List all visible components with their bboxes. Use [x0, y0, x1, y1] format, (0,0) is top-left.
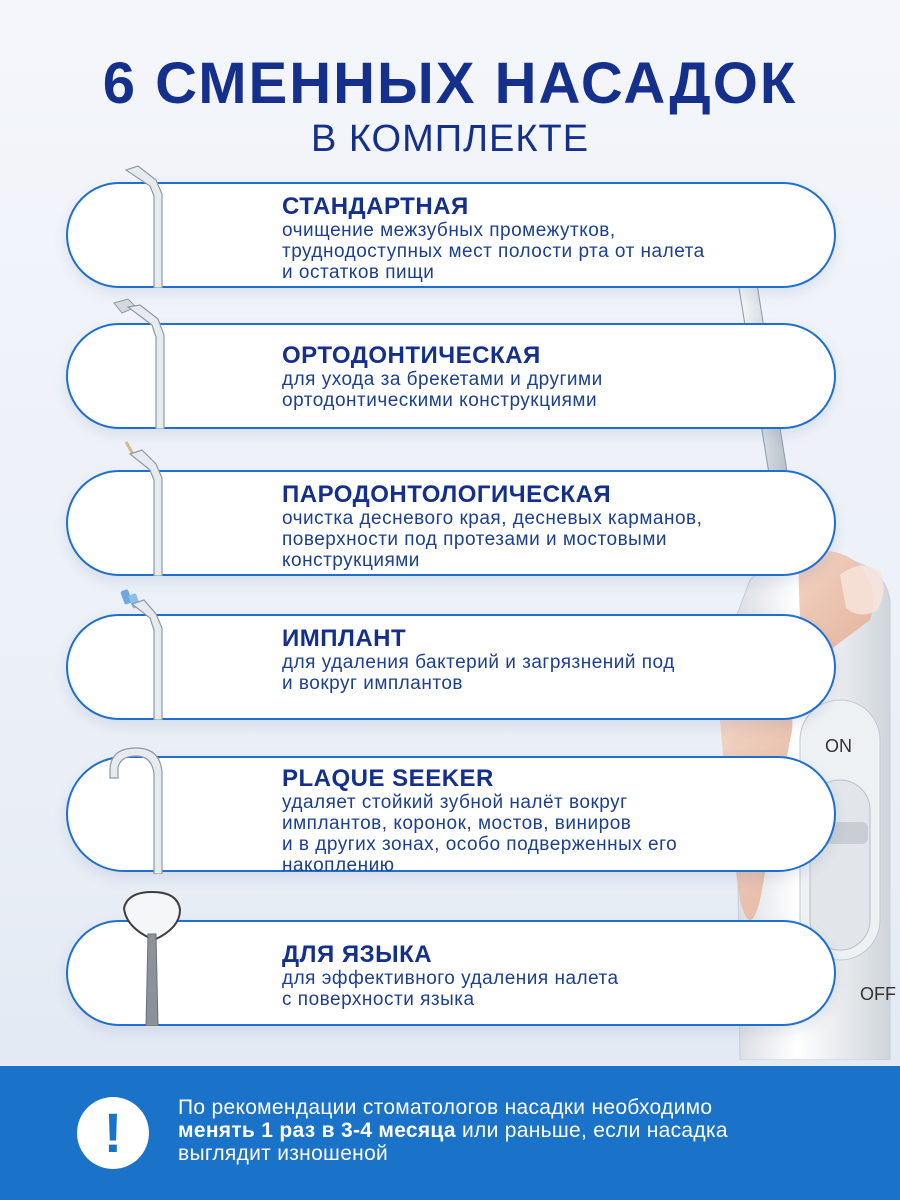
periodontal-nozzle-icon: [120, 440, 180, 576]
on-label: ON: [825, 736, 852, 756]
standard-nozzle-icon: [122, 162, 182, 288]
nozzle-desc-line: для ухода за брекетами и другими: [282, 369, 603, 390]
nozzle-desc-line: очищение межзубных промежутков,: [282, 220, 616, 241]
page-subtitle: В КОМПЛЕКТЕ: [310, 118, 590, 160]
nozzle-desc-line: с поверхности языка: [282, 989, 475, 1010]
implant-nozzle-icon: [118, 586, 178, 720]
page-title: 6 СМЕННЫХ НАСАДОК: [102, 51, 798, 116]
nozzle-title: PLAQUE SEEKER: [282, 765, 494, 792]
nozzle-desc-line: для удаления бактерий и загрязнений под: [282, 652, 675, 673]
nozzle-desc-line: и вокруг имплантов: [282, 673, 463, 694]
nozzle-card-standard: [66, 182, 836, 288]
nozzle-desc-line: для эффективного удаления налета: [282, 968, 619, 989]
warning-icon: [77, 1097, 149, 1169]
nozzle-desc-line: конструкциями: [282, 550, 420, 571]
nozzle-desc-line: труднодоступных мест полости рта от налета: [282, 241, 705, 262]
nozzle-desc-line: очистка десневого края, десневых карманов,: [282, 508, 703, 529]
off-label: OFF: [860, 984, 896, 1004]
nozzle-title: ПАРОДОНТОЛОГИЧЕСКАЯ: [282, 481, 612, 508]
footer-line-2-bold: менять 1 раз в 3-4 месяца: [178, 1119, 456, 1142]
footer-note: [178, 1096, 858, 1165]
plaque-seeker-nozzle-icon: [106, 744, 176, 874]
nozzle-card-orthodontic: [66, 323, 836, 429]
nozzle-title: ДЛЯ ЯЗЫКА: [282, 941, 433, 968]
nozzle-title: ОРТОДОНТИЧЕСКАЯ: [282, 342, 541, 369]
nozzle-card-implant: [66, 614, 836, 720]
nozzle-desc-line: имплантов, коронок, мостов, виниров: [282, 813, 632, 834]
nozzle-card-periodontal: [66, 470, 836, 576]
nozzle-desc-line: ортодонтическими конструкциями: [282, 390, 598, 411]
footer-line-2-rest: или раньше, если насадка: [455, 1119, 728, 1142]
nozzle-desc-line: и в других зонах, особо подверженных его: [282, 834, 678, 855]
footer-line-3: выглядит изношеной: [178, 1142, 389, 1165]
footer-line-2: [178, 1119, 858, 1142]
nozzle-desc-line: поверхности под протезами и мостовыми: [282, 529, 667, 550]
nozzle-card-plaque-seeker: [66, 756, 836, 876]
nozzle-title: СТАНДАРТНАЯ: [282, 193, 469, 220]
nozzle-desc-line: удаляет стойкий зубной налёт вокруг: [282, 792, 628, 813]
nozzle-title: ИМПЛАНТ: [282, 625, 407, 652]
orthodontic-nozzle-icon: [106, 297, 186, 429]
footer-line-1: По рекомендации стоматологов насадки необходимо: [178, 1096, 713, 1119]
exclamation-mark: !: [103, 1101, 123, 1164]
nozzle-desc-line: и остатков пищи: [282, 262, 435, 283]
tongue-nozzle-icon: [118, 888, 188, 1026]
nozzle-card-tongue: [66, 920, 836, 1026]
nozzle-desc-line: накоплению: [282, 855, 395, 876]
